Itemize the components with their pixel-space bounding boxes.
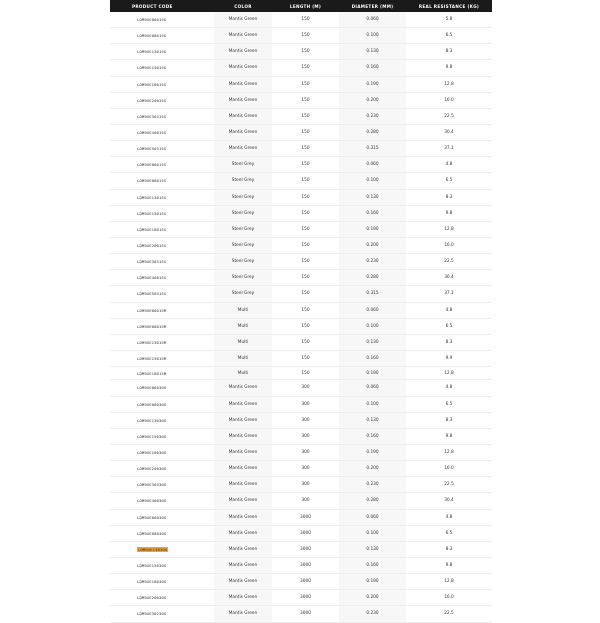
cell-real-resistance: 12.8 [406,76,492,92]
table-row [110,396,492,412]
table-row [110,157,492,173]
table-row [110,12,492,28]
cell-color: Multi [214,302,272,318]
table-row [110,428,492,444]
cell-length: 150 [272,76,339,92]
cell-diameter: 0.100 [339,525,406,541]
cell-real-resistance: 6.5 [406,318,492,334]
cell-diameter: 0.060 [339,302,406,318]
cell-product-code: LDM9XE30230G [110,606,214,622]
cell-product-code: LDM9XE18015M [110,367,214,380]
cell-length: 150 [272,124,339,140]
cell-product-code: LDM9XE20030G [110,590,214,606]
cell-diameter: 0.130 [339,541,406,557]
cell-diameter: 0.130 [339,189,406,205]
cell-color: Mantis Green [214,141,272,157]
cell-real-resistance: 8.3 [406,334,492,350]
cell-length: 150 [272,44,339,60]
cell-diameter: 0.130 [339,334,406,350]
cell-diameter: 0.190 [339,574,406,590]
table-row [110,477,492,493]
cell-product-code: LDM9XE08015M [110,318,214,334]
cell-product-code: LDM9XE08030G [110,525,214,541]
cell-diameter: 0.160 [339,350,406,366]
cell-diameter: 0.100 [339,396,406,412]
header-real-resistance: REAL RESISTANCE (KG) [406,0,492,12]
cell-diameter: 0.160 [339,60,406,76]
cell-product-code: LDM9XE13015M [110,334,214,350]
table-row [110,270,492,286]
cell-real-resistance: 9.9 [406,350,492,366]
cell-real-resistance: 30.4 [406,493,492,509]
cell-real-resistance: 8.3 [406,189,492,205]
cell-diameter: 0.130 [339,44,406,60]
cell-length: 300 [272,493,339,509]
cell-real-resistance: 4.8 [406,302,492,318]
table-row [110,525,492,541]
cell-length: 150 [272,108,339,124]
table-row [110,509,492,525]
header-color: COLOR [214,0,272,12]
cell-color: Mantis Green [214,76,272,92]
header-diameter: DIAMETER (MM) [339,0,406,12]
cell-color: Steel Grey [214,286,272,302]
table-row [110,254,492,270]
cell-diameter: 0.100 [339,318,406,334]
product-spec-table [110,0,492,623]
cell-product-code: LDM9XE20015G [110,92,214,108]
cell-real-resistance: 9.8 [406,205,492,221]
cell-product-code: LDM9XE50315S [110,286,214,302]
table-header [110,0,492,12]
cell-length: 150 [272,205,339,221]
cell-diameter: 0.190 [339,76,406,92]
cell-length: 300 [272,380,339,396]
cell-real-resistance: 12.8 [406,221,492,237]
cell-diameter: 0.230 [339,108,406,124]
cell-diameter: 0.315 [339,141,406,157]
cell-color: Mantis Green [214,28,272,44]
cell-product-code: LDM9XE20015S [110,237,214,253]
cell-color: Mantis Green [214,92,272,108]
cell-diameter: 0.160 [339,205,406,221]
cell-product-code: LDM9XE18030G [110,444,214,460]
cell-color: Mantis Green [214,606,272,622]
table-row [110,318,492,334]
cell-real-resistance: 22.5 [406,477,492,493]
cell-real-resistance: 8.3 [406,44,492,60]
cell-diameter: 0.190 [339,367,406,380]
cell-diameter: 0.190 [339,221,406,237]
cell-product-code: LDM9XE20030G [110,461,214,477]
cell-color: Mantis Green [214,574,272,590]
cell-length: 150 [272,28,339,44]
cell-color: Mantis Green [214,477,272,493]
cell-color: Mantis Green [214,590,272,606]
cell-product-code: LDM9XE30330G [110,477,214,493]
table-row [110,444,492,460]
cell-real-resistance: 4.8 [406,380,492,396]
cell-color: Multi [214,318,272,334]
cell-product-code: LDM9XE06030G [110,380,214,396]
cell-length: 300 [272,444,339,460]
cell-product-code: LDM9XE50315G [110,141,214,157]
cell-real-resistance: 4.8 [406,157,492,173]
cell-real-resistance: 22.5 [406,254,492,270]
cell-real-resistance: 16.0 [406,590,492,606]
cell-color: Mantis Green [214,444,272,460]
cell-product-code: LDM9XE15030G [110,557,214,573]
table-row [110,205,492,221]
cell-color: Multi [214,367,272,380]
cell-real-resistance: 22.5 [406,606,492,622]
cell-length: 150 [272,92,339,108]
cell-length: 300 [272,412,339,428]
cell-length: 150 [272,141,339,157]
cell-length: 3000 [272,541,339,557]
cell-color: Multi [214,334,272,350]
cell-product-code: LDM9XE06015S [110,157,214,173]
cell-length: 150 [272,173,339,189]
cell-diameter: 0.230 [339,477,406,493]
cell-product-code: LDM9XE18030G [110,574,214,590]
table-row [110,92,492,108]
header-product-code: PRODUCT CODE [110,0,214,12]
cell-real-resistance: 6.5 [406,525,492,541]
cell-product-code: LDM9XE30315G [110,108,214,124]
table-row [110,590,492,606]
cell-length: 150 [272,189,339,205]
cell-product-code: LDM9XE40815G [110,124,214,140]
cell-real-resistance: 16.0 [406,461,492,477]
table-row [110,367,492,380]
cell-diameter: 0.160 [339,557,406,573]
cell-product-code: LDM9XE08030G [110,396,214,412]
cell-diameter: 0.200 [339,92,406,108]
cell-product-code [110,541,214,557]
table-row [110,334,492,350]
cell-product-code: LDM9XE15015G [110,60,214,76]
table-row [110,493,492,509]
cell-real-resistance: 12.8 [406,367,492,380]
cell-length: 150 [272,334,339,350]
cell-product-code: LDM9XE06015M [110,302,214,318]
cell-length: 150 [272,237,339,253]
cell-length: 3000 [272,525,339,541]
cell-diameter: 0.230 [339,254,406,270]
cell-length: 3000 [272,590,339,606]
cell-real-resistance: 9.8 [406,428,492,444]
table-row [110,60,492,76]
cell-diameter: 0.280 [339,493,406,509]
cell-length: 3000 [272,574,339,590]
cell-color: Mantis Green [214,108,272,124]
table-body [110,12,492,622]
cell-length: 300 [272,396,339,412]
cell-real-resistance: 9.8 [406,60,492,76]
table-row [110,44,492,60]
table-row [110,286,492,302]
cell-real-resistance: 4.8 [406,509,492,525]
table-row [110,76,492,92]
cell-product-code: LDM9XE13030G [110,412,214,428]
cell-diameter: 0.100 [339,28,406,44]
cell-length: 150 [272,221,339,237]
cell-real-resistance: 6.5 [406,28,492,44]
cell-color: Steel Grey [214,189,272,205]
cell-real-resistance: 6.5 [406,173,492,189]
cell-length: 150 [272,367,339,380]
cell-product-code: LDM9XE13015S [110,189,214,205]
cell-length: 150 [272,318,339,334]
cell-product-code: LDM9XE08015G [110,28,214,44]
cell-real-resistance: 12.8 [406,444,492,460]
cell-product-code: LDM9XE06015G [110,12,214,28]
cell-diameter: 0.100 [339,173,406,189]
cell-color: Mantis Green [214,124,272,140]
table-row [110,302,492,318]
cell-diameter: 0.280 [339,124,406,140]
cell-product-code: LDM9XE40815S [110,270,214,286]
cell-color: Steel Grey [214,173,272,189]
table-row [110,108,492,124]
cell-product-code: LDM9XE30315S [110,254,214,270]
cell-diameter: 0.060 [339,509,406,525]
table-row [110,221,492,237]
cell-real-resistance: 12.8 [406,574,492,590]
table-row [110,541,492,557]
cell-real-resistance: 16.0 [406,92,492,108]
cell-color: Steel Grey [214,254,272,270]
cell-diameter: 0.190 [339,444,406,460]
cell-length: 3000 [272,557,339,573]
header-length: LENGTH (M) [272,0,339,12]
cell-color: Mantis Green [214,12,272,28]
cell-length: 150 [272,350,339,366]
cell-product-code: LDM9XE13015G [110,44,214,60]
cell-real-resistance: 8.3 [406,541,492,557]
cell-product-code: LDM9XE06030G [110,509,214,525]
cell-product-code: LDM9XE15015S [110,205,214,221]
cell-diameter: 0.200 [339,237,406,253]
cell-color: Steel Grey [214,157,272,173]
table-row [110,124,492,140]
cell-diameter: 0.200 [339,461,406,477]
cell-real-resistance: 9.8 [406,557,492,573]
cell-length: 150 [272,302,339,318]
cell-length: 3000 [272,606,339,622]
cell-diameter: 0.130 [339,412,406,428]
table-row [110,189,492,205]
table-row [110,606,492,622]
cell-real-resistance: 37.1 [406,141,492,157]
cell-color: Steel Grey [214,205,272,221]
cell-color: Mantis Green [214,60,272,76]
cell-color: Mantis Green [214,525,272,541]
cell-real-resistance: 30.4 [406,124,492,140]
cell-length: 150 [272,157,339,173]
table-row [110,350,492,366]
cell-real-resistance: 8.3 [406,412,492,428]
cell-length: 300 [272,428,339,444]
cell-diameter: 0.060 [339,12,406,28]
cell-length: 300 [272,477,339,493]
cell-length: 150 [272,60,339,76]
table-row [110,237,492,253]
cell-product-code: LDM9XE40830G [110,493,214,509]
cell-color: Mantis Green [214,557,272,573]
cell-length: 150 [272,12,339,28]
table-row [110,557,492,573]
cell-diameter: 0.280 [339,270,406,286]
table-row [110,461,492,477]
cell-color: Mantis Green [214,493,272,509]
cell-length: 150 [272,270,339,286]
cell-product-code: LDM9XE15030G [110,428,214,444]
cell-color: Steel Grey [214,270,272,286]
cell-color: Mantis Green [214,380,272,396]
cell-length: 150 [272,286,339,302]
cell-color: Mantis Green [214,428,272,444]
cell-diameter: 0.230 [339,606,406,622]
cell-real-resistance: 22.5 [406,108,492,124]
cell-color: Mantis Green [214,541,272,557]
cell-color: Mantis Green [214,412,272,428]
cell-product-code: LDM9XE15015M [110,350,214,366]
cell-color: Steel Grey [214,237,272,253]
cell-color: Mantis Green [214,44,272,60]
cell-real-resistance: 5.8 [406,12,492,28]
cell-diameter: 0.315 [339,286,406,302]
cell-real-resistance: 16.0 [406,237,492,253]
cell-color: Steel Grey [214,221,272,237]
cell-diameter: 0.060 [339,157,406,173]
cell-diameter: 0.160 [339,428,406,444]
cell-real-resistance: 37.1 [406,286,492,302]
cell-product-code: LDM9XE18015S [110,221,214,237]
cell-real-resistance: 6.5 [406,396,492,412]
cell-color: Mantis Green [214,461,272,477]
cell-color: Multi [214,350,272,366]
table-row [110,412,492,428]
table-row [110,574,492,590]
cell-color: Mantis Green [214,509,272,525]
highlighted-product-code: LDM9XE13030G [138,546,168,552]
cell-color: Mantis Green [214,396,272,412]
cell-diameter: 0.060 [339,380,406,396]
table-row [110,173,492,189]
table-row [110,380,492,396]
table-row [110,141,492,157]
table-row [110,28,492,44]
cell-product-code: LDM9XE08015S [110,173,214,189]
cell-length: 3000 [272,509,339,525]
cell-real-resistance: 30.4 [406,270,492,286]
header-row [110,0,492,12]
cell-product-code: LDM9XE18015G [110,76,214,92]
cell-diameter: 0.200 [339,590,406,606]
cell-length: 150 [272,254,339,270]
cell-length: 300 [272,461,339,477]
